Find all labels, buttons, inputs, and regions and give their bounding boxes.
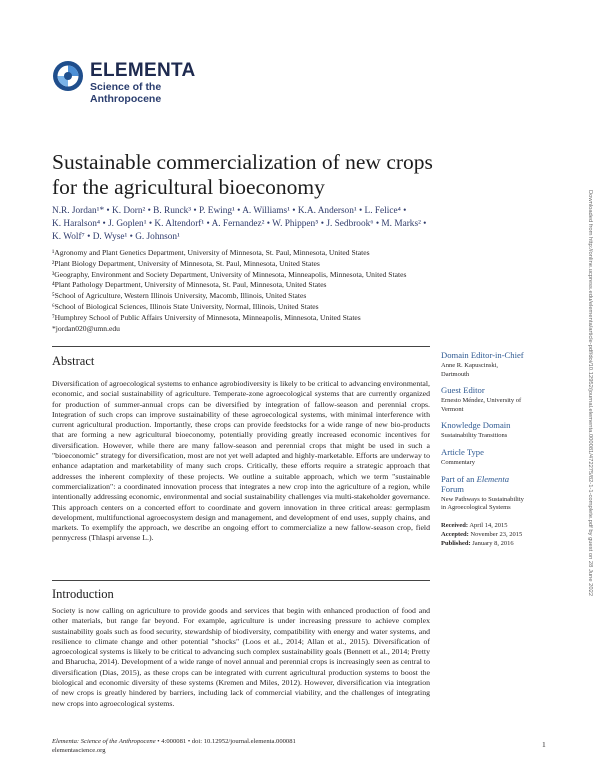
forum-name-line: New Pathways to Sustainability — [441, 495, 524, 503]
author-line: K. Wolf⁷ • D. Wyse¹ • G. Johnson¹ — [52, 232, 180, 242]
knowledge-domain-label: Knowledge Domain — [441, 420, 511, 431]
download-watermark: Downloaded from http://online.ucpress.edu/elementa/article-pdf/doi/10.12952/journal.elementa.000081/472275/82-1-1-complete.pdf by guest on 28 June 2022 — [587, 190, 593, 597]
journal-title: ELEMENTA — [90, 60, 196, 81]
affiliation: ⁴Plant Pathology Department, University of Minnesota, St. Paul, Minnesota, United States — [52, 280, 327, 290]
author-list — [52, 205, 472, 244]
forum-label — [441, 474, 551, 494]
introduction-heading: Introduction — [52, 587, 114, 601]
domain-editor-affiliation: Dartmouth — [441, 370, 470, 378]
affiliation: ⁶School of Biological Sciences, Illinois State University, Normal, Illinois, United States — [52, 301, 319, 311]
footer-article-number: • 4:000081 — [157, 738, 187, 745]
footer-doi[interactable]: • doi: 10.12952/journal.elementa.000081 — [187, 738, 296, 745]
domain-editor-name-text: Anne R. Kapuscinski, — [441, 362, 499, 369]
article-info-sidebar — [441, 350, 551, 548]
section-divider — [52, 580, 430, 581]
forum-name-line: in Agroecological Systems — [441, 504, 511, 512]
affiliation-list — [52, 248, 472, 324]
published-label: Published: — [441, 539, 471, 547]
paper-title-line-2: for the agricultural bioeconomy — [52, 175, 325, 199]
received-value: April 14, 2015 — [469, 521, 508, 529]
guest-editor-affiliation: Vermont — [441, 405, 464, 413]
affiliation: ⁷Humphrey School of Public Affairs University of Minnesota, Minneapolis, Minnesota, United States — [52, 312, 361, 322]
accepted-date — [441, 530, 551, 539]
author-line: K. Haralson⁴ • J. Goplen¹ • K. Altendorf¹ • A. Fernandez² • W. Phippen⁵ • J. Sedbrook⁶ • M. Marks² • — [52, 219, 427, 229]
received-label: Received: — [441, 521, 469, 529]
paper-title-line-1: Sustainable commercialization of new crops — [52, 150, 433, 174]
affiliation: ³Geography, Environment and Society Department, University of Minnesota, Minneapolis, Minnesota, United States — [52, 269, 407, 279]
published-value: January 8, 2016 — [472, 539, 514, 547]
author-line: N.R. Jordan¹* • K. Dorn² • B. Runck³ • P. Ewing¹ • A. Williams¹ • K.A. Anderson¹ • L. Felice⁴ • — [52, 206, 407, 216]
guest-editor-label: Guest Editor — [441, 385, 485, 396]
article-type-label: Article Type — [441, 446, 484, 457]
section-divider — [52, 346, 430, 347]
domain-editor-name — [441, 362, 551, 379]
page-number: 1 — [542, 740, 546, 749]
footer-journal: Elementa: Science of the Anthropocene — [52, 738, 156, 745]
article-type-value: Commentary — [441, 458, 475, 466]
domain-editor-label: Domain Editor-in-Chief — [441, 350, 524, 360]
abstract-heading: Abstract — [52, 354, 95, 368]
guest-editor-name — [441, 397, 551, 414]
knowledge-domain-value: Sustainability Transitions — [441, 432, 508, 440]
accepted-label: Accepted: — [441, 530, 469, 538]
paper-title — [52, 150, 522, 200]
published-date — [441, 539, 551, 548]
forum-name — [441, 496, 551, 513]
affiliation: ⁵School of Agriculture, Western Illinois University, Macomb, Illinois, United States — [52, 291, 307, 301]
article-dates — [441, 521, 551, 548]
forum-label-suffix: Forum — [441, 483, 464, 494]
affiliation: ¹Agronomy and Plant Genetics Department, University of Minnesota, St. Paul, Minnesota, United States — [52, 248, 370, 257]
elementa-logo-icon — [52, 60, 84, 92]
forum-label-prefix: Part of an — [441, 473, 475, 484]
forum-label-journal: Elementa — [476, 473, 510, 484]
guest-editor-name-text: Ernesto Méndez, University of — [441, 397, 522, 405]
received-date — [441, 521, 551, 530]
journal-subtitle: Science of the Anthropocene — [90, 81, 162, 105]
footer-citation — [52, 738, 296, 745]
introduction-text: Society is now calling on agriculture to provide goods and services that begin with enhanced production of food and other materials, but range far beyond. For example, agriculture is under increasing pressure to achieve complex sustainability goals such as food security, stewardship of biodiversity, compatibility with energy and water systems, and resilience to climate change and other potential "shocks" (Loos et al., 2014; Allan et al., 2015). Diversification of agroecological systems is likely to be critical to advancing such complex sustainability goals (Bennett et al., 2014; Pretty and Bharucha, 2014). Development of a wide range of novel annual and perennial crops is increasingly seen as central to diversification (Dias, 2015), as these crops can be integrated with current agricultural production systems to boost the biological and economic diversity of these systems (Kremen and Miles, 2012). However, diversification via integration of new crops is greatly hindered by barriers, including lack of commercial viability, and the challenges of integrating new crops into agroecological systems. — [52, 606, 430, 708]
accepted-value: November 23, 2015 — [470, 530, 523, 538]
journal-logo — [52, 58, 222, 105]
abstract-text: Diversification of agroecological systems to enhance agrobiodiversity is likely to be critical to advancing environmental, economic, and social sustainability of agriculture. Temperate-zone agroecological systems that are currently organized for production of summer-annual crops can be diversified by integration of fallow-season and perennial crops. Integration of such crops can improve sustainability of these agroecological systems, with minimal interference with current agricultural production. Importantly, these crops can provide feedstocks for a wide range of new bio-products that are forming a new agricultural bioeconomy, potentially providing greatly increased economic incentives for diversification. However, while there are many fallow-season and perennial crops that might be used in such a "bioeconomic" strategy for diversification, most are not yet well adapted and highly-marketable. Efforts are underway to enhance adaptation and marketability of many such crops. Critically, these efforts require a strategic approach that addresses the inherent complexity of these projects. We outline a suitable approach, which we term "sustainable commercialization": a coordinated innovation process that integrates a new crop into the agriculture of a region, while intentionally addressing economic, environmental and social sustainability challenges via multi-stakeholder governance. This approach centers on a concerted effort to coordinate and govern innovation in three critical areas: germplasm development, multifunctional agroecosystem design and management, and development of end uses, supply chains, and markets. To exemplify the approach, we describe an ongoing effort to commercialize a new fallow-season crop, field pennycress (Thlaspi arvense L.). — [52, 379, 430, 543]
footer-site[interactable]: elementascience.org — [52, 747, 106, 754]
affiliation: ²Plant Biology Department, University of Minnesota, St. Paul, Minnesota, United States — [52, 258, 320, 268]
corresponding-email[interactable]: *jordan020@umn.edu — [52, 324, 120, 333]
